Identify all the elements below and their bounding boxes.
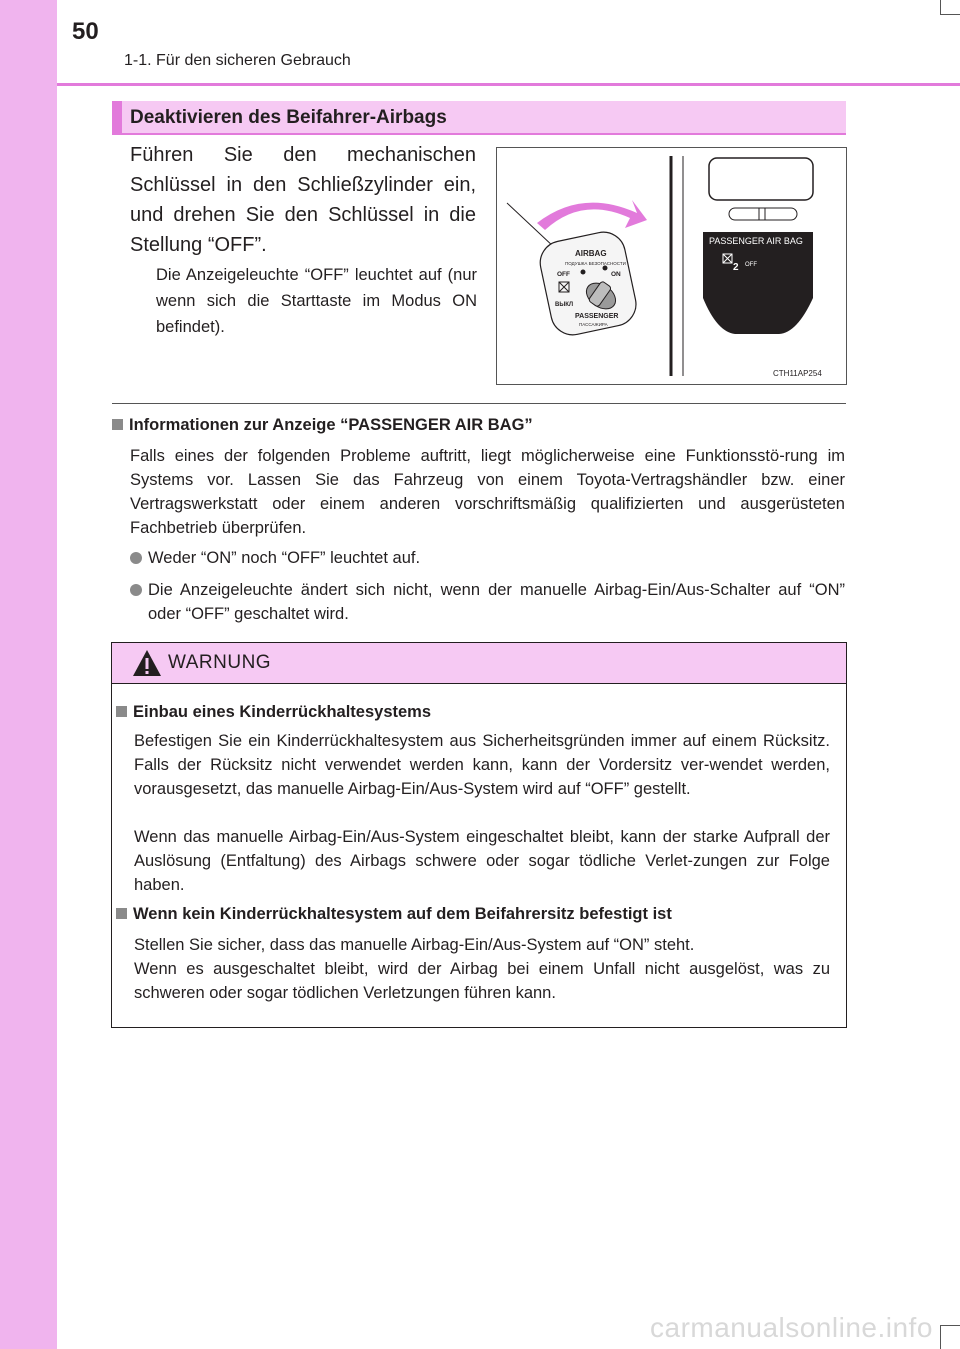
info-heading bbox=[112, 416, 533, 435]
info-heading-text: Informationen zur Anzeige “PASSENGER AIR BAG” bbox=[129, 416, 533, 434]
round-bullet-icon bbox=[130, 584, 142, 596]
watermark: carmanualsonline.info bbox=[650, 1312, 933, 1343]
info-body: Falls eines der folgenden Probleme auftritt, liegt möglicherweise eine Funktionsstö-rung im Systems vor. Lassen Sie das Fahrzeug von einem Toyota-Vertragshändler bzw. einer Vertragswerkstatt oder einem anderen vorschriftsmäßig qualifizierten und ausgerüsteten Fachbetrieb überprüfen. bbox=[130, 447, 845, 537]
intro-note: Die Anzeigeleuchte “OFF” leuchtet auf (nur wenn sich die Starttaste im Modus ON befindet). bbox=[156, 266, 477, 336]
square-bullet-icon bbox=[116, 706, 127, 717]
crop-mark bbox=[940, 1325, 960, 1326]
info-bullet-2 bbox=[130, 578, 845, 626]
warning-box bbox=[111, 642, 847, 1028]
round-bullet-icon bbox=[130, 552, 142, 564]
indicator-label: PASSENGER AIR BAG bbox=[709, 236, 803, 246]
display-slot bbox=[729, 208, 797, 220]
warning-paragraph-2: Wenn das manuelle Airbag-Ein/Aus-System eingeschaltet bleibt, kann der starke Aufprall der Auslösung (Entfaltung) des Airbags schwere oder sogar tödliche Verlet-zungen zur Folge haben. bbox=[134, 828, 830, 894]
warning-triangle-icon bbox=[132, 649, 162, 677]
warning-heading-1 bbox=[116, 703, 431, 722]
crop-mark bbox=[940, 14, 960, 15]
switch-passenger-label: PASSENGER bbox=[575, 313, 619, 320]
display-upper-panel bbox=[709, 158, 813, 200]
figure-code: CTH11AP254 bbox=[773, 369, 822, 378]
warning-title: WARNUNG bbox=[168, 652, 272, 673]
side-color-strip bbox=[0, 0, 57, 1349]
warning-paragraph-4: Wenn es ausgeschaltet bleibt, wird der Airbag bei einem Unfall nicht ausgelöst, was zu schweren oder sogar tödlichen Verletzungen führen kann. bbox=[134, 960, 830, 1002]
crop-mark bbox=[940, 1325, 941, 1349]
info-bullet-1 bbox=[130, 546, 845, 570]
warning-heading-1-text: Einbau eines Kinderrückhaltesystems bbox=[133, 703, 432, 721]
switch-passenger-ru-label: ПАССАЖИРА bbox=[579, 322, 608, 327]
header-rule bbox=[57, 83, 960, 86]
square-bullet-icon bbox=[116, 908, 127, 919]
switch-russian-label: ПОДУШКА БЕЗОПАСНОСТИ bbox=[565, 261, 626, 266]
info-bullet-1-text: Weder “ON” noch “OFF” leuchtet auf. bbox=[148, 549, 421, 567]
passenger-airbag-indicator-panel bbox=[703, 232, 813, 334]
warning-heading-2 bbox=[116, 905, 672, 924]
square-bullet-icon bbox=[112, 419, 123, 430]
page-number: 50 bbox=[72, 18, 99, 45]
indicator-seat-number: 2 bbox=[733, 262, 739, 273]
section-title: Deaktivieren des Beifahrer-Airbags bbox=[130, 107, 447, 128]
chapter-title: 1-1. Für den sicheren Gebrauch bbox=[124, 52, 351, 69]
airbag-switch-illustration bbox=[496, 147, 847, 385]
warning-title-bar bbox=[112, 643, 846, 684]
section-underline bbox=[112, 133, 846, 135]
section-header-bar bbox=[112, 101, 122, 133]
switch-vykl-label: ВЫКЛ bbox=[555, 302, 574, 308]
section-divider bbox=[112, 403, 846, 404]
info-bullet-2-text: Die Anzeigeleuchte ändert sich nicht, wenn der manuelle Airbag-Ein/Aus-Schalter auf “ON” oder “OFF” geschaltet wird. bbox=[148, 581, 845, 623]
crop-mark bbox=[940, 0, 941, 14]
switch-off-label: OFF bbox=[557, 271, 570, 278]
warning-heading-2-text: Wenn kein Kinderrückhaltesystem auf dem Beifahrersitz befestigt ist bbox=[133, 905, 672, 923]
rotation-arrow-icon bbox=[537, 200, 647, 230]
intro-paragraph: Führen Sie den mechanischen Schlüssel in den Schließzylinder ein, und drehen Sie den Schlüssel in die Stellung “OFF”. bbox=[130, 144, 476, 256]
warning-paragraph-1: Befestigen Sie ein Kinderrückhaltesystem aus Sicherheitsgründen immer auf einem Rücksitz. Falls der Rücksitz nicht verwendet werden kann, kann der Vordersitz ver-wendet werden, vorausgesetzt, das manuelle Airbag-Ein/Aus-System wird auf “OFF” gestellt. bbox=[134, 732, 830, 798]
section-header bbox=[112, 101, 846, 133]
switch-airbag-label: AIRBAG bbox=[575, 249, 607, 258]
indicator-off-label: OFF bbox=[745, 262, 757, 268]
switch-on-label: ON bbox=[611, 271, 621, 278]
warning-paragraph-3: Stellen Sie sicher, dass das manuelle Airbag-Ein/Aus-System auf “ON” steht. bbox=[134, 936, 695, 954]
